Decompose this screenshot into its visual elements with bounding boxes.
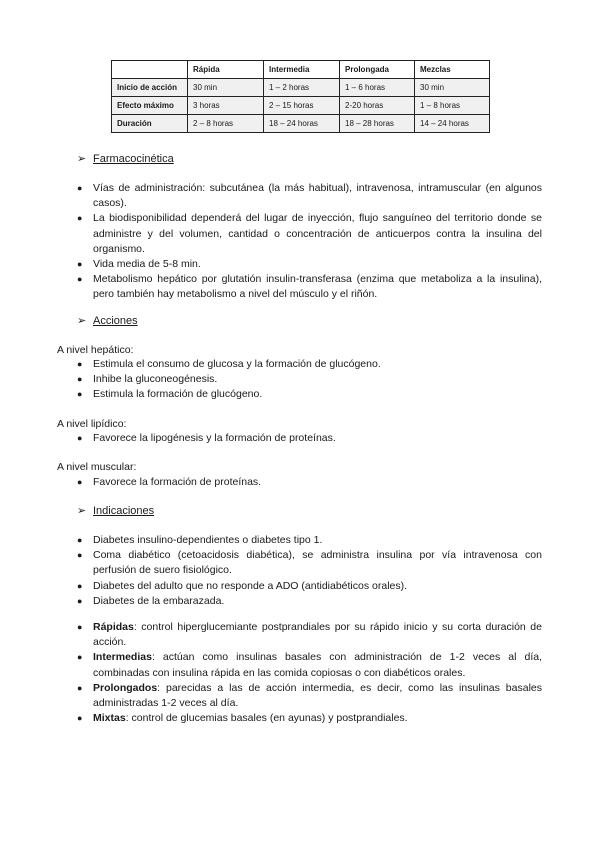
bullet-icon: ●	[77, 359, 83, 369]
bullet-icon: ●	[77, 183, 83, 193]
bullet-icon: ●	[77, 374, 83, 385]
bullet-icon: ●	[77, 477, 83, 487]
table-header-cell: Intermedia	[264, 61, 340, 79]
insulin-types-table	[111, 60, 490, 133]
list-item: ● Prolongados: parecidas a las de acción intermedia, es decir, como las insulinas basales administradas 1-2 veces al día.	[77, 681, 542, 710]
table-header-cell: Prolongada	[340, 61, 415, 79]
term-label: Intermedias	[93, 651, 152, 664]
table-cell: 30 min	[415, 79, 490, 97]
arrow-bullet-icon: ➢	[77, 505, 87, 517]
list-item: ● Estimula la formación de glucógeno.	[77, 387, 542, 402]
table-cell: 1 – 2 horas	[264, 79, 340, 97]
list-item: ● Vías de administración: subcutánea (la más habitual), intravenosa, intramuscular (en algunos casos).	[77, 182, 542, 210]
table-row-label: Duración	[112, 115, 188, 133]
list-item: ● Coma diabético (cetoacidosis diabética), se administra insulina por vía intravenosa con perfusión de suero fisiológico.	[77, 549, 542, 577]
bullet-icon: ●	[77, 389, 83, 400]
table-cell: 1 – 8 horas	[415, 97, 490, 115]
muscular-list	[77, 475, 542, 490]
table-cell: 14 – 24 horas	[415, 115, 490, 133]
term-label: Rápidas	[93, 621, 134, 633]
bullet-icon: ●	[77, 213, 83, 224]
table-cell: 3 horas	[188, 97, 264, 115]
farmacocinetica-list	[77, 181, 542, 303]
bullet-icon: ●	[77, 274, 83, 285]
list-item: ● Inhibe la gluconeogénesis.	[77, 372, 542, 387]
list-item: ● Favorece la lipogénesis y la formación de proteínas.	[77, 431, 542, 446]
term-label: Prolongados	[93, 681, 158, 694]
table-row	[112, 97, 490, 115]
bullet-icon: ●	[77, 433, 83, 443]
list-item: ● Vida media de 5-8 min.	[77, 257, 542, 272]
section-heading-acciones: ➢ Acciones	[77, 315, 138, 327]
table-cell: 2-20 horas	[340, 97, 415, 115]
list-item: ● Rápidas: control hiperglucemiante postprandiales por su rápido inicio y su corta duración de acción.	[77, 621, 542, 649]
table-header-row	[112, 61, 490, 79]
table-row-label: Efecto máximo	[112, 97, 188, 115]
list-item: ● La biodisponibilidad dependerá del lugar de inyección, flujo sanguíneo del territorio donde se administre y del volumen, cantidad o concentración de anticuerpos contra la insulina del organismo.	[77, 212, 542, 255]
bullet-icon: ●	[77, 713, 83, 724]
list-item: ● Diabetes del adulto que no responde a ADO (antidiabéticos orales).	[77, 579, 542, 594]
section-heading-farmacocinetica: ➢ Farmacocinética	[77, 153, 174, 165]
table-cell: 18 – 24 horas	[264, 115, 340, 133]
muscular-label: A nivel muscular:	[57, 461, 137, 473]
list-item: ● Estimula el consumo de glucosa y la formación de glucógeno.	[77, 357, 542, 372]
bullet-icon: ●	[77, 652, 83, 663]
list-item: ● Metabolismo hepático por glutatión insulin-transferasa (enzima que metaboliza a la insulina), pero también hay metabolismo a nivel del músculo y el riñón.	[77, 273, 542, 301]
hepatico-label: A nivel hepático:	[57, 344, 134, 356]
list-item: ● Mixtas: control de glucemias basales (en ayunas) y postprandiales.	[77, 711, 542, 726]
arrow-bullet-icon: ➢	[77, 315, 87, 327]
table-cell: 2 – 8 horas	[188, 115, 264, 133]
bullet-icon: ●	[77, 259, 83, 270]
table-row	[112, 79, 490, 97]
list-item: ● Intermedias: actúan como insulinas basales con administración de 1-2 veces al día, combinadas con insulina rápida en las comida copiosas o con diabéticos orales.	[77, 651, 542, 679]
bullet-icon: ●	[77, 595, 83, 606]
table-cell: 1 – 6 horas	[340, 79, 415, 97]
insulin-types-list	[77, 620, 542, 726]
term-label: Mixtas	[93, 712, 126, 725]
list-item: ● Diabetes insulino-dependientes o diabetes tipo 1.	[77, 533, 542, 548]
table-cell: 2 – 15 horas	[264, 97, 340, 115]
arrow-bullet-icon: ➢	[77, 153, 87, 165]
table-header-cell	[112, 61, 188, 79]
table-row	[112, 115, 490, 133]
table-row-label: Inicio de acción	[112, 79, 188, 97]
table-header-cell: Rápida	[188, 61, 264, 79]
lipidico-list	[77, 431, 542, 446]
hepatico-list	[77, 357, 542, 403]
table-cell: 30 min	[188, 79, 264, 97]
bullet-icon: ●	[77, 622, 83, 632]
bullet-icon: ●	[77, 535, 83, 545]
lipidico-label: A nivel lipídico:	[57, 418, 127, 430]
section-heading-indicaciones: ➢ Indicaciones	[77, 505, 155, 517]
bullet-icon: ●	[77, 682, 83, 693]
table-header-cell: Mezclas	[415, 61, 490, 79]
table-cell: 18 – 28 horas	[340, 115, 415, 133]
list-item: ● Favorece la formación de proteínas.	[77, 475, 542, 490]
list-item: ● Diabetes de la embarazada.	[77, 594, 542, 609]
bullet-icon: ●	[77, 580, 83, 591]
indicaciones-list	[77, 533, 542, 609]
bullet-icon: ●	[77, 550, 83, 561]
